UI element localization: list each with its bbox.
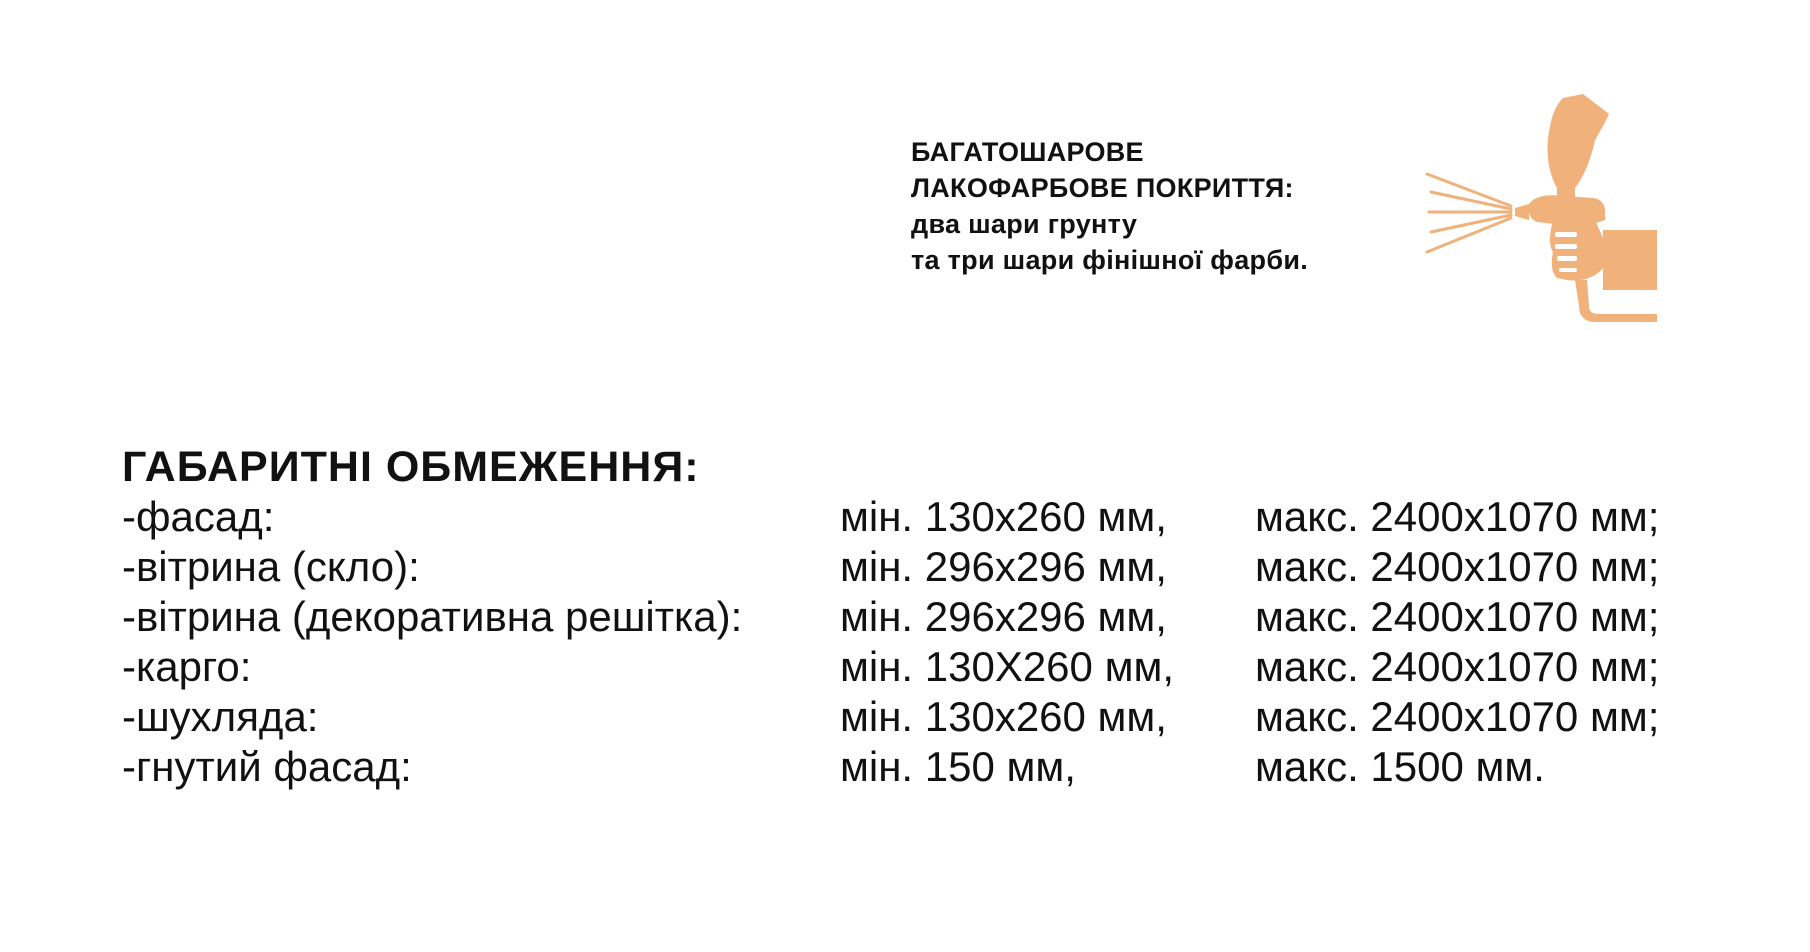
- dimension-label: -гнутий фасад:: [122, 743, 412, 790]
- dimension-max: макс. 2400х1070 мм;: [1255, 493, 1660, 540]
- dimension-label: -шухляда:: [122, 693, 319, 740]
- dimension-label: -фасад:: [122, 493, 275, 540]
- spray-gun-icon: [1425, 92, 1665, 322]
- dimension-min: мін. 130х260 мм,: [840, 693, 1167, 740]
- dimension-max: макс. 2400х1070 мм;: [1255, 693, 1660, 740]
- coating-title-line-2: ЛАКОФАРБОВЕ ПОКРИТТЯ:: [911, 173, 1294, 203]
- dimension-min: мін. 296х296 мм,: [840, 593, 1167, 640]
- dimension-label: -вітрина (декоративна решітка):: [122, 593, 743, 640]
- dimension-max: макс. 2400х1070 мм;: [1255, 643, 1660, 690]
- coating-detail-line-1: два шари грунту: [911, 209, 1138, 239]
- dimension-min: мін. 130Х260 мм,: [840, 643, 1174, 690]
- dimension-label: -карго:: [122, 643, 252, 690]
- dimension-min: мін. 296х296 мм,: [840, 543, 1167, 590]
- dimensions-title: ГАБАРИТНІ ОБМЕЖЕННЯ:: [122, 443, 700, 491]
- dimension-min: мін. 150 мм,: [840, 743, 1076, 790]
- coating-description: [911, 134, 1431, 278]
- coating-title-line-1: БАГАТОШАРОВЕ: [911, 137, 1144, 167]
- dimension-max: макс. 2400х1070 мм;: [1255, 593, 1660, 640]
- coating-detail-line-2: та три шари фінішної фарби.: [911, 245, 1309, 275]
- dimension-max: макс. 2400х1070 мм;: [1255, 543, 1660, 590]
- dimension-label: -вітрина (скло):: [122, 543, 420, 590]
- dimension-max: макс. 1500 мм.: [1255, 743, 1545, 790]
- dimension-min: мін. 130х260 мм,: [840, 493, 1167, 540]
